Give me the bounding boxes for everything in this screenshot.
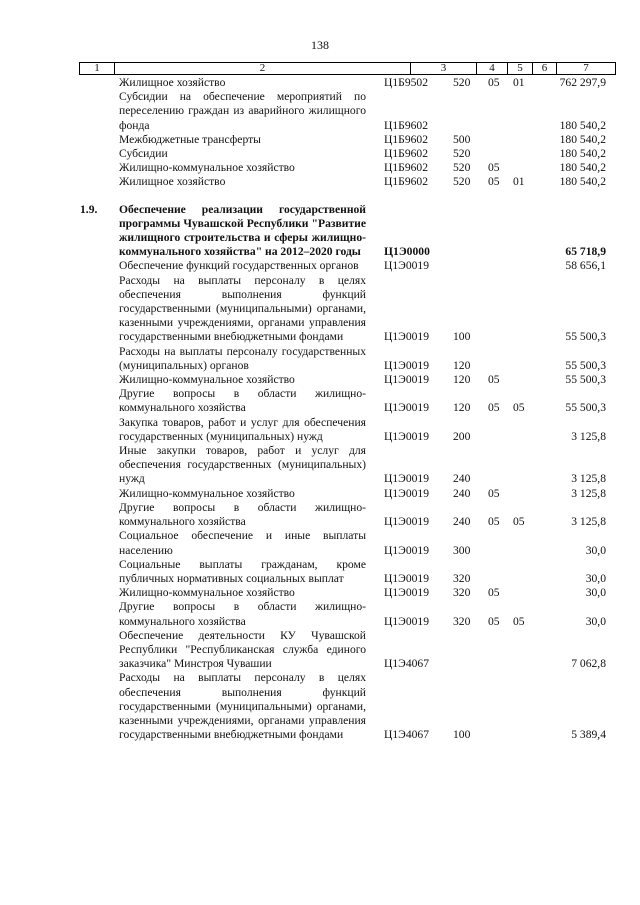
- row-amount: 3 125,8: [571, 486, 606, 500]
- row-section: 05: [488, 401, 500, 415]
- row-expense-type: 100: [453, 330, 471, 344]
- row-name: Обеспечение деятельности КУ Чувашской Республики "Республиканская служба единого заказчика" Минстроя Чувашии: [119, 628, 366, 671]
- row-subsection: 01: [513, 175, 525, 189]
- header-col-3: 3: [411, 63, 477, 74]
- row-amount: 55 500,3: [565, 358, 606, 372]
- header-col-4: 4: [477, 63, 508, 74]
- row-amount: 30,0: [585, 586, 606, 600]
- row-target-code: Ц1Э0019: [384, 401, 430, 415]
- header-col-7: 7: [583, 62, 589, 74]
- row-subsection: 05: [513, 614, 525, 628]
- row-target-code: Ц1Э0019: [384, 472, 430, 486]
- table-row: [0, 259, 640, 273]
- table-row: [0, 600, 640, 628]
- row-target-code: Ц1Э0019: [384, 543, 430, 557]
- row-expense-type: 520: [453, 76, 471, 89]
- row-expense-type: 240: [453, 486, 471, 500]
- table-row: [0, 387, 640, 415]
- row-amount: 55 500,3: [565, 401, 606, 415]
- row-expense-type: 240: [453, 515, 471, 529]
- row-amount: 762 297,9: [559, 76, 606, 89]
- row-amount: 180 540,2: [559, 147, 606, 161]
- row-target-code: Ц1Э0019: [384, 358, 430, 372]
- row-name: Расходы на выплаты персоналу в целях обеспечения выполнения функций государственными (муниципальными) органами, казенными учреждениями, органами управления государственными внебюджетными фондами: [119, 273, 366, 344]
- row-target-code: Ц1Б9602: [384, 161, 429, 175]
- row-expense-type: 320: [453, 614, 471, 628]
- row-expense-type: 520: [453, 161, 471, 175]
- row-expense-type: 520: [453, 175, 471, 189]
- row-target-code: Ц1Э4067: [384, 728, 430, 742]
- table-row: [0, 161, 640, 175]
- row-target-code: Ц1Б9502: [384, 76, 429, 89]
- row-name: Социальное обеспечение и иные выплаты населению: [119, 529, 366, 557]
- row-expense-type: 520: [453, 147, 471, 161]
- row-expense-type: 120: [453, 373, 471, 387]
- row-expense-type: 500: [453, 132, 471, 146]
- row-name: Другие вопросы в области жилищно-коммунального хозяйства: [119, 387, 366, 415]
- row-amount: 58 656,1: [565, 259, 606, 273]
- table-row: [0, 203, 640, 260]
- table-header: [79, 62, 616, 75]
- row-amount: 3 125,8: [571, 472, 606, 486]
- header-col-1: 1: [80, 63, 115, 74]
- row-name: Обеспечение функций государственных органов: [119, 259, 359, 273]
- row-amount: 55 500,3: [565, 330, 606, 344]
- row-amount: 180 540,2: [559, 118, 606, 132]
- row-target-code: Ц1Б9602: [384, 147, 429, 161]
- row-amount: 30,0: [585, 571, 606, 585]
- row-expense-type: 100: [453, 728, 471, 742]
- row-amount: 180 540,2: [559, 161, 606, 175]
- table-row: [0, 586, 640, 600]
- row-amount: 3 125,8: [571, 429, 606, 443]
- row-name: Субсидии: [119, 147, 168, 161]
- row-section: 05: [488, 515, 500, 529]
- table-row: [0, 444, 640, 487]
- table-row: [0, 629, 640, 672]
- row-spacer: [0, 190, 640, 203]
- row-name: Жилищное хозяйство: [119, 76, 226, 89]
- row-name: Другие вопросы в области жилищно-коммунального хозяйства: [119, 500, 366, 529]
- row-name: Другие вопросы в области жилищно-коммунального хозяйства: [119, 600, 366, 628]
- table-row: [0, 76, 640, 90]
- row-section: 05: [488, 614, 500, 628]
- row-number: 1.9.: [80, 202, 98, 216]
- row-amount: 55 500,3: [565, 373, 606, 387]
- table-row: [0, 671, 640, 742]
- table-row: [0, 133, 640, 147]
- row-target-code: Ц1Э0019: [384, 614, 430, 628]
- row-name: Субсидии на обеспечение мероприятий по переселению граждан из аварийного жилищного фонда: [119, 90, 366, 132]
- table-row: [0, 175, 640, 189]
- table-row: [0, 487, 640, 501]
- page-number: 138: [311, 38, 329, 52]
- row-name: Жилищно-коммунальное хозяйство: [119, 486, 295, 500]
- row-section: 05: [488, 373, 500, 387]
- row-amount: 3 125,8: [571, 515, 606, 529]
- header-col-5: 5: [508, 63, 533, 74]
- row-name: Жилищно-коммунальное хозяйство: [119, 373, 295, 387]
- row-name: Жилищное хозяйство: [119, 175, 226, 189]
- row-amount: 30,0: [585, 543, 606, 557]
- row-amount: 5 389,4: [571, 728, 606, 742]
- row-expense-type: 300: [453, 543, 471, 557]
- row-expense-type: 240: [453, 472, 471, 486]
- row-section: 05: [488, 76, 500, 89]
- row-target-code: Ц1Б9602: [384, 175, 429, 189]
- table-row: [0, 373, 640, 387]
- table-row: [0, 147, 640, 161]
- row-amount: 30,0: [585, 614, 606, 628]
- row-target-code: Ц1Б9602: [384, 118, 429, 132]
- row-name: Обеспечение реализации государственной программы Чувашской Республики "Развитие жилищного строительства и сферы жилищно-коммунального хозяйства" на 2012–2020 годы: [119, 202, 366, 259]
- row-amount: 180 540,2: [559, 132, 606, 146]
- table-row: [0, 501, 640, 529]
- row-target-code: Ц1Э0019: [384, 429, 430, 443]
- header-col-6: 6: [533, 63, 557, 74]
- row-target-code: Ц1Э0019: [384, 571, 430, 585]
- row-target-code: Ц1Э0000: [384, 245, 430, 259]
- table-row: [0, 90, 640, 133]
- table-row: [0, 416, 640, 444]
- row-section: 05: [488, 175, 500, 189]
- row-section: 05: [488, 161, 500, 175]
- row-section: 05: [488, 486, 500, 500]
- row-subsection: 05: [513, 401, 525, 415]
- row-name: Расходы на выплаты персоналу государственных (муниципальных) органов: [119, 344, 366, 372]
- row-name: Расходы на выплаты персоналу в целях обеспечения выполнения функций государственными (муниципальными) органами, казенными учреждениями, органами управления государственными внебюджетными фондами: [119, 671, 366, 742]
- row-target-code: Ц1Б9602: [384, 132, 429, 146]
- row-target-code: Ц1Э0019: [384, 515, 430, 529]
- row-expense-type: 320: [453, 571, 471, 585]
- row-name: Жилищно-коммунальное хозяйство: [119, 161, 295, 175]
- table-row: [0, 345, 640, 373]
- row-section: 05: [488, 586, 500, 600]
- row-expense-type: 120: [453, 358, 471, 372]
- row-name: Жилищно-коммунальное хозяйство: [119, 586, 295, 600]
- row-name: Социальные выплаты гражданам, кроме публичных нормативных социальных выплат: [119, 557, 366, 585]
- row-target-code: Ц1Э0019: [384, 586, 430, 600]
- header-col-2: 2: [115, 63, 411, 74]
- table-row: [0, 274, 640, 345]
- row-target-code: Ц1Э0019: [384, 259, 430, 273]
- row-expense-type: 200: [453, 429, 471, 443]
- row-subsection: 01: [513, 76, 525, 89]
- row-expense-type: 320: [453, 586, 471, 600]
- row-name: Межбюджетные трансферты: [119, 132, 261, 146]
- row-subsection: 05: [513, 515, 525, 529]
- row-target-code: Ц1Э0019: [384, 330, 430, 344]
- row-target-code: Ц1Э0019: [384, 486, 430, 500]
- budget-table: [0, 76, 640, 742]
- row-name: Иные закупки товаров, работ и услуг для обеспечения государственных (муниципальных) нужд: [119, 444, 366, 486]
- table-row: [0, 558, 640, 586]
- row-amount: 180 540,2: [559, 175, 606, 189]
- row-amount: 65 718,9: [565, 245, 606, 259]
- row-expense-type: 120: [453, 401, 471, 415]
- table-row: [0, 529, 640, 557]
- row-target-code: Ц1Э4067: [384, 657, 430, 671]
- row-name: Закупка товаров, работ и услуг для обеспечения государственных (муниципальных) нужд: [119, 415, 366, 443]
- row-amount: 7 062,8: [571, 657, 606, 671]
- row-target-code: Ц1Э0019: [384, 373, 430, 387]
